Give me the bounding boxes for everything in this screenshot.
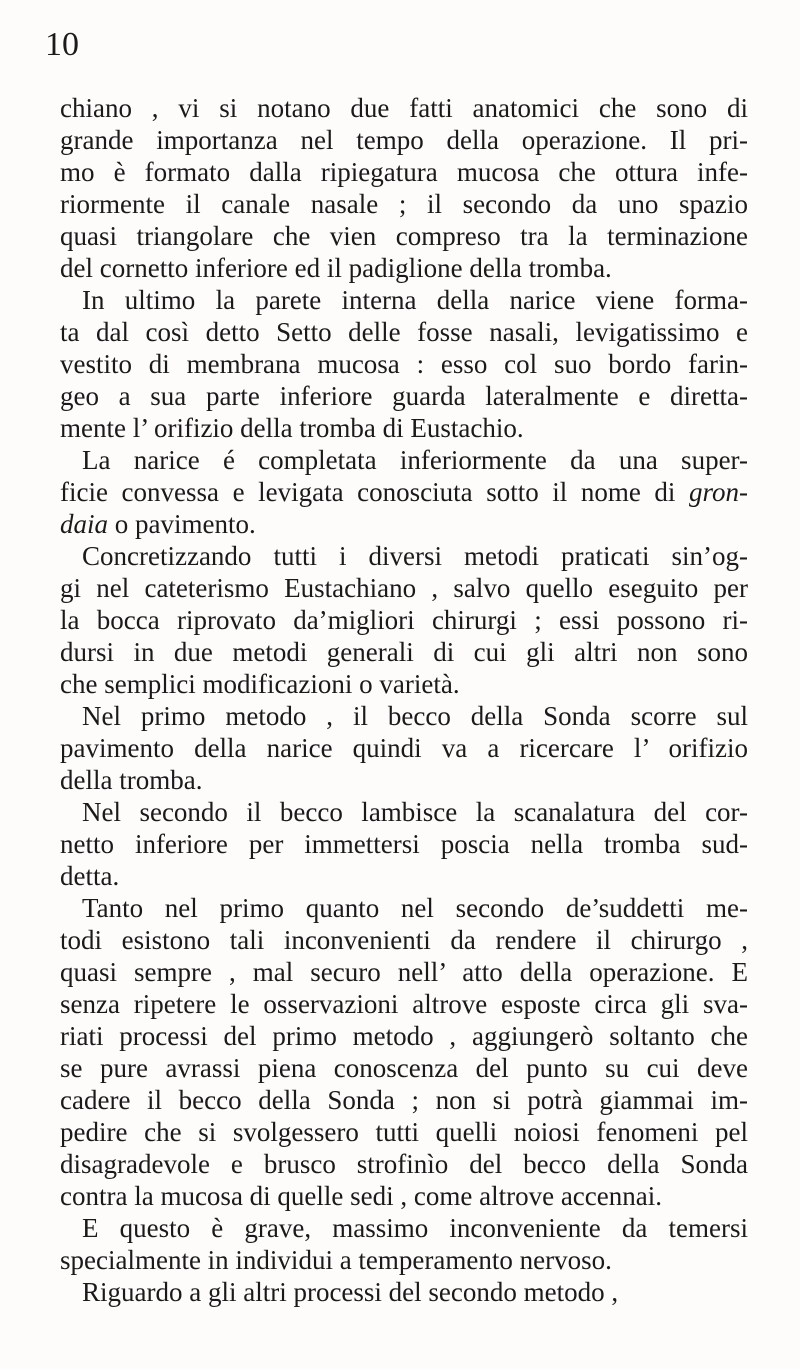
text-line: riormente il canale nasale ; il secondo da uno spazio	[60, 189, 748, 219]
text-line: In ultimo la parete interna della narice viene forma-	[82, 285, 748, 315]
text-line: Concretizzando tutti i diversi metodi praticati sin’og-	[82, 541, 748, 571]
text-line: la bocca riprovato da’migliori chirurgi ; essi possono ri-	[60, 605, 748, 635]
text-line: Nel primo metodo , il becco della Sonda scorre sul	[82, 701, 748, 731]
text-line: pavimento della narice quindi va a ricercare l’ orifizio	[60, 733, 748, 763]
text-line: senza ripetere le osservazioni altrove esposte circa gli sva-	[60, 989, 748, 1019]
text-line: chiano , vi si notano due fatti anatomici che sono di	[60, 93, 748, 123]
text-line	[60, 476, 748, 508]
text-line: cadere il becco della Sonda ; non si potrà giammai im-	[60, 1085, 748, 1115]
text-line: netto inferiore per immettersi poscia nella tromba sud-	[60, 829, 748, 859]
text-line: dursi in due metodi generali di cui gli altri non sono	[60, 637, 748, 667]
text-line: pedire che si svolgessero tutti quelli noiosi fenomeni pel	[60, 1117, 748, 1147]
text-line: Nel secondo il becco lambisce la scanalatura del cor-	[82, 797, 748, 827]
text-line: che semplici modificazioni o varietà.	[60, 669, 460, 699]
text-line: ta dal così detto Setto delle fosse nasali, levigatissimo e	[60, 317, 748, 347]
text-line: specialmente in individui a temperamento nervoso.	[60, 1245, 612, 1275]
text-line: disagradevole e brusco strofinìo del becco della Sonda	[60, 1149, 748, 1179]
text-line: todi esistono tali inconvenienti da rendere il chirurgo ,	[60, 925, 748, 955]
italic-term: daia	[60, 509, 109, 539]
text-segment: ficie convessa e levigata conosciuta sotto il nome di	[60, 477, 689, 507]
text-line: La narice é completata inferiormente da una super-	[82, 445, 748, 475]
text-segment: o pavimento.	[108, 509, 256, 539]
text-line	[60, 508, 748, 540]
text-line: contra la mucosa di quelle sedi , come altrove accennai.	[60, 1181, 662, 1211]
italic-term: gron-	[689, 477, 748, 507]
text-line: quasi triangolare che vien compreso tra la terminazione	[60, 221, 748, 251]
body-text	[60, 92, 748, 1308]
text-line: detta.	[60, 861, 120, 891]
text-line: vestito di membrana mucosa : esso col suo bordo farin-	[60, 349, 748, 379]
text-line: mente l’ orifizio della tromba di Eustachio.	[60, 413, 524, 443]
text-line: gi nel cateterismo Eustachiano , salvo quello eseguito per	[60, 573, 748, 603]
text-line: se pure avrassi piena conoscenza del punto su cui deve	[60, 1053, 748, 1083]
page-number: 10	[45, 26, 79, 63]
text-line: mo è formato dalla ripiegatura mucosa che ottura infe-	[60, 157, 748, 187]
text-line: geo a sua parte inferiore guarda lateralmente e diretta-	[60, 381, 748, 411]
text-line: Tanto nel primo quanto nel secondo de’suddetti me-	[82, 893, 748, 923]
text-line: riati processi del primo metodo , aggiungerò soltanto che	[60, 1021, 748, 1051]
text-line: quasi sempre , mal securo nell’ atto della operazione. E	[60, 957, 748, 987]
text-line: grande importanza nel tempo della operazione. Il pri-	[60, 125, 748, 155]
text-line: del cornetto inferiore ed il padiglione della tromba.	[60, 253, 612, 283]
text-line: Riguardo a gli altri processi del secondo metodo ,	[82, 1277, 619, 1307]
text-line: della tromba.	[60, 765, 203, 795]
text-line: E questo è grave, massimo inconveniente da temersi	[82, 1213, 748, 1243]
